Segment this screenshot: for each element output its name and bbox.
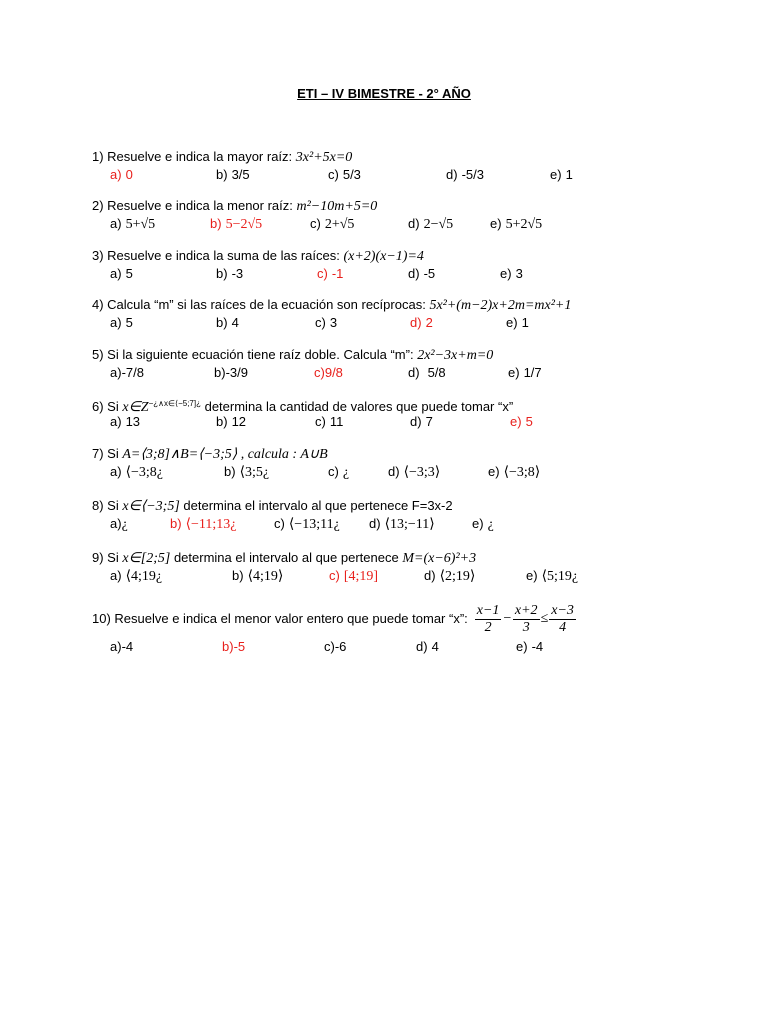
fraction-1: $\frac{x-1}{2}$: [476, 602, 500, 635]
stem-prefix: 8) Si: [92, 498, 119, 513]
stem-text: determina la cantidad de valores que puede tomar “x”: [204, 399, 514, 414]
stem-prefix: 9) Si: [92, 550, 119, 565]
option-a: a)-7/8: [110, 365, 144, 380]
options-row: [92, 413, 742, 431]
option-d: d) 2−√5: [408, 216, 454, 232]
question-stem: [92, 346, 742, 364]
question-8: [92, 497, 742, 533]
stem-text: 10) Resuelve e indica el menor valor entero que puede tomar “x”:: [92, 611, 468, 626]
page-title: ETI – IV BIMESTRE - 2° AÑO: [297, 86, 471, 101]
question-9: [92, 549, 742, 585]
options-row: [92, 166, 742, 184]
question-7: [92, 445, 742, 481]
option-d: d) -5/3: [446, 167, 484, 182]
equation: (x+2)(x−1)=4: [343, 249, 424, 264]
stem-prefix: 7) Si: [92, 446, 119, 461]
fraction-2: $\frac{x+2}{3}$: [514, 602, 538, 635]
option-e: e) ¿: [472, 516, 494, 532]
stem-text: determina el intervalo al que pertenece: [173, 550, 399, 565]
options-row: [92, 638, 742, 656]
options-row: [92, 265, 742, 283]
question-stem: [92, 296, 742, 314]
inequality: [474, 603, 577, 636]
option-b: b) 5−2√5: [210, 216, 263, 232]
equation: x∈Z: [122, 400, 149, 415]
question-stem: [92, 395, 742, 413]
question-6: [92, 395, 742, 431]
question-stem: [92, 600, 742, 638]
option-d: d) ⟨13;−11⟩: [369, 516, 435, 532]
option-c: c) 5/3: [328, 167, 361, 182]
options-row: [92, 215, 742, 233]
question-10: [92, 600, 742, 656]
option-e: e) 3: [500, 266, 523, 281]
options-row: [92, 314, 742, 332]
stem-text: determina el intervalo al que pertenece F=3x-2: [183, 498, 453, 513]
equation: x∈[2;5]: [122, 551, 171, 566]
option-b: b)-3/9: [214, 365, 248, 380]
option-e: e) 5+2√5: [490, 216, 543, 232]
question-stem: [92, 148, 742, 166]
option-e: e) -4: [516, 639, 544, 654]
equation-m: M=(x−6)²+3: [402, 551, 477, 566]
option-c: c)9/8: [314, 365, 343, 380]
option-b: b) ⟨−11;13¿: [170, 516, 237, 532]
equation: m²−10m+5=0: [296, 199, 378, 214]
stem-text: 1) Resuelve e indica la mayor raíz:: [92, 149, 293, 164]
option-a: a)¿: [110, 516, 128, 532]
option-e: e) 1: [550, 167, 573, 182]
option-c: c) 11: [315, 414, 344, 429]
option-b: b) 4: [216, 315, 239, 330]
stem-prefix: 6) Si: [92, 399, 119, 414]
question-3: [92, 247, 742, 283]
option-c: c)-6: [324, 639, 347, 654]
question-stem: [92, 247, 742, 265]
option-b: b)-5: [222, 639, 246, 654]
options-row: [92, 515, 742, 533]
stem-text: 2) Resuelve e indica la menor raíz:: [92, 198, 293, 213]
option-e: e) 1: [506, 315, 529, 330]
option-e: e) 1/7: [508, 365, 542, 380]
option-a: a) ⟨−3;8¿: [110, 464, 164, 480]
options-row: [92, 463, 742, 481]
option-b: b) ⟨3;5¿: [224, 464, 270, 480]
option-c: c) [4;19]: [329, 568, 379, 584]
equation: x∈⟨−3;5]: [122, 499, 180, 514]
fraction-3: $\frac{x-3}{4}$: [551, 602, 574, 635]
option-d: d) 5/8: [408, 365, 446, 380]
option-c: c) ¿: [328, 464, 350, 480]
question-stem: [92, 549, 742, 567]
option-c: c) ⟨−13;11¿: [274, 516, 340, 532]
option-d: d) 7: [410, 414, 433, 429]
option-d: d) 4: [416, 639, 439, 654]
option-e: e) 5: [510, 414, 533, 429]
question-stem: [92, 197, 742, 215]
option-c: c) 3: [315, 315, 338, 330]
option-d: d) ⟨2;19⟩: [424, 568, 476, 584]
option-a: a) ⟨4;19¿: [110, 568, 163, 584]
question-stem: [92, 445, 742, 463]
option-c: c) -1: [317, 266, 344, 281]
equation: 3x²+5x=0: [295, 150, 353, 165]
option-b: b) ⟨4;19⟩: [232, 568, 284, 584]
option-b: b) -3: [216, 266, 244, 281]
option-d: d) -5: [408, 266, 436, 281]
option-a: a) 0: [110, 167, 133, 182]
option-b: b) 3/5: [216, 167, 250, 182]
equation: 2x²−3x+m=0: [417, 348, 494, 363]
option-b: b) 12: [216, 414, 247, 429]
option-a: a) 13: [110, 414, 141, 429]
option-d: d) 2: [410, 315, 433, 330]
option-c: c) 2+√5: [310, 216, 355, 232]
question-2: [92, 197, 742, 233]
options-row: [92, 567, 742, 585]
option-d: d) ⟨−3;3⟩: [388, 464, 441, 480]
option-a: a) 5+√5: [110, 216, 156, 232]
equation-superscript: −¿∧x∈⟨−5;7]¿: [148, 399, 201, 408]
minus-sign: −: [502, 611, 512, 626]
stem-text: 4) Calcula “m” si las raíces de la ecuación son recíprocas:: [92, 297, 426, 312]
options-row: [92, 364, 742, 382]
question-4: [92, 296, 742, 332]
option-e: e) ⟨5;19¿: [526, 568, 579, 584]
option-a: a)-4: [110, 639, 134, 654]
equation: 5x²+(m−2)x+2m=mx²+1: [429, 298, 572, 313]
stem-text: 3) Resuelve e indica la suma de las raíces:: [92, 248, 340, 263]
stem-text: 5) Si la siguiente ecuación tiene raíz doble. Calcula “m”:: [92, 347, 414, 362]
option-a: a) 5: [110, 266, 133, 281]
question-5: [92, 346, 742, 382]
option-a: a) 5: [110, 315, 133, 330]
leq-sign: ≤: [540, 611, 549, 626]
question-stem: [92, 497, 742, 515]
option-e: e) ⟨−3;8⟩: [488, 464, 541, 480]
question-1: [92, 148, 742, 184]
equation: A=⟨3;8]∧B=⟨−3;5⟩ , calcula : A∪B: [122, 447, 328, 462]
